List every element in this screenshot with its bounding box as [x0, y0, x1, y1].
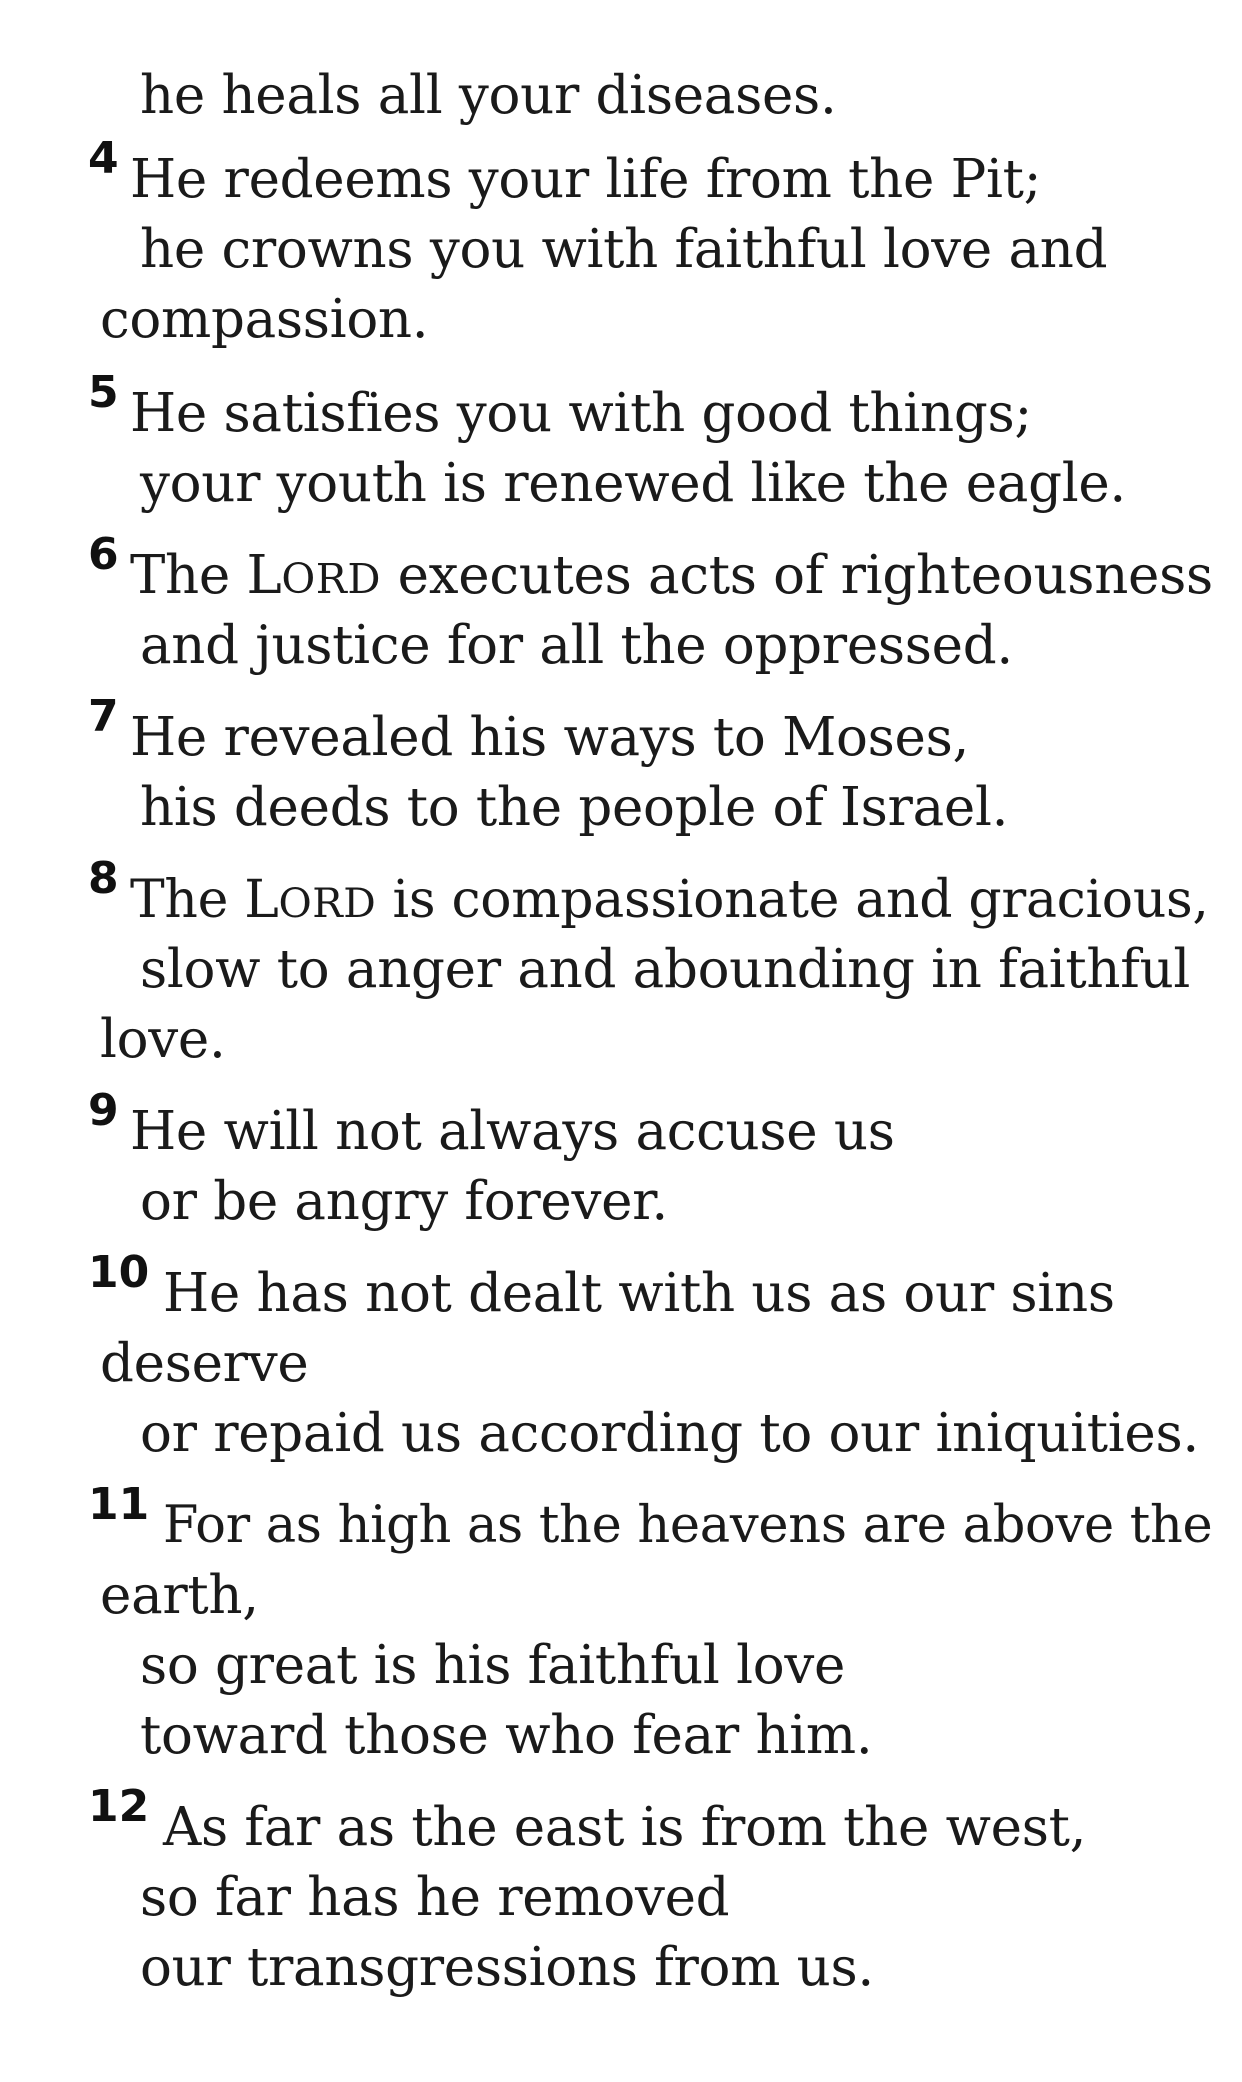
- verse-line: he crowns you with faithful love and: [140, 219, 1108, 280]
- passage-line: he heals all your diseases.: [140, 65, 837, 126]
- divine-name-initial: L: [246, 545, 282, 606]
- verse-line: For as high as the heavens are above the: [163, 1496, 1213, 1555]
- verse-number: 7: [88, 691, 119, 742]
- verse-number: 8: [88, 853, 119, 904]
- verse-text: The: [130, 870, 245, 930]
- verse-line: toward those who fear him.: [140, 1705, 873, 1766]
- divine-name-initial: L: [244, 870, 279, 930]
- verse-line: earth,: [100, 1565, 259, 1626]
- verse-line: He satisfies you with good things;: [130, 383, 1032, 444]
- verse-number: 6: [88, 529, 119, 580]
- divine-name: [244, 870, 376, 930]
- verse-line: or repaid us according to our iniquities.: [140, 1403, 1199, 1464]
- verse-line: love.: [100, 1009, 226, 1070]
- verse-line: deserve: [100, 1333, 309, 1394]
- verse-line: He redeems your life from the Pit;: [130, 149, 1042, 210]
- divine-name-small-caps: ORD: [281, 555, 382, 603]
- verse-line: his deeds to the people of Israel.: [140, 777, 1009, 838]
- verse-number: 5: [88, 367, 119, 418]
- divine-name-small-caps: ORD: [278, 879, 377, 927]
- verse-line: and justice for all the oppressed.: [140, 615, 1013, 676]
- verse-line: As far as the east is from the west,: [163, 1797, 1087, 1858]
- verse-line: your youth is renewed like the eagle.: [140, 453, 1126, 514]
- verse-line: so far has he removed: [140, 1867, 730, 1928]
- verse-text: The: [130, 545, 247, 606]
- verse-text: executes acts of righteousness: [381, 545, 1213, 606]
- verse-line: or be angry forever.: [140, 1171, 668, 1232]
- verse-line: our transgressions from us.: [140, 1937, 874, 1998]
- verse-line: He revealed his ways to Moses,: [130, 707, 970, 768]
- verse-line: compassion.: [100, 289, 429, 350]
- verse-number: 10: [88, 1247, 150, 1298]
- verse-line: He will not always accuse us: [130, 1101, 895, 1162]
- verse-number: 4: [88, 133, 119, 184]
- verse-line: slow to anger and abounding in faithful: [140, 939, 1191, 1000]
- verse-number: 9: [88, 1085, 119, 1136]
- verse-line: He has not dealt with us as our sins: [163, 1263, 1115, 1324]
- verse-number: 11: [88, 1479, 150, 1530]
- verse-line: so great is his faithful love: [140, 1635, 846, 1696]
- verse-number: 12: [88, 1781, 150, 1832]
- verse-line: [130, 546, 1213, 609]
- verse-text: is compassionate and gracious,: [376, 870, 1209, 930]
- verse-line: [130, 870, 1209, 933]
- divine-name: [247, 545, 382, 606]
